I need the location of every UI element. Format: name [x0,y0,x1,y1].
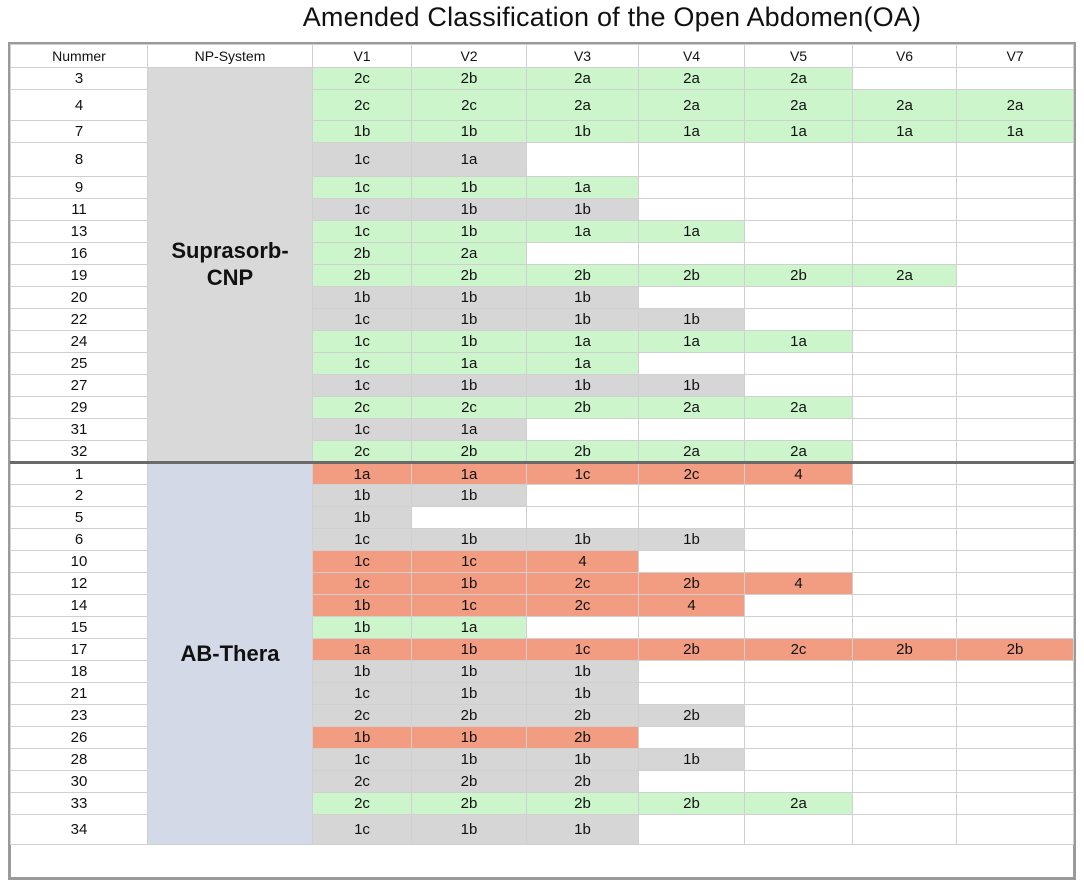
cell-v5: 2a [745,397,853,419]
cell-v2: 1b [412,749,527,771]
cell-v4: 1a [639,331,745,353]
cell-v7 [957,793,1074,815]
cell-v5 [745,199,853,221]
row-number: 26 [11,727,148,749]
cell-v1: 1b [313,727,412,749]
cell-v1: 1c [313,221,412,243]
cell-v7 [957,507,1074,529]
header-v7: V7 [957,45,1074,68]
cell-v4: 4 [639,595,745,617]
cell-v7 [957,727,1074,749]
cell-v6 [853,617,957,639]
cell-v2: 1b [412,375,527,397]
cell-v3 [527,485,639,507]
table-row [11,463,1074,485]
cell-v6 [853,551,957,573]
cell-v7 [957,397,1074,419]
cell-v7 [957,375,1074,397]
cell-v3: 1b [527,661,639,683]
cell-v1: 2b [313,265,412,287]
cell-v3: 1b [527,375,639,397]
row-number: 29 [11,397,148,419]
cell-v7 [957,309,1074,331]
header-v4: V4 [639,45,745,68]
cell-v7 [957,749,1074,771]
cell-v5 [745,727,853,749]
cell-v4: 2c [639,463,745,485]
cell-v7 [957,595,1074,617]
cell-v2: 1a [412,463,527,485]
cell-v3: 1b [527,749,639,771]
cell-v1: 2b [313,243,412,265]
cell-v3: 1c [527,463,639,485]
cell-v7 [957,661,1074,683]
cell-v4: 2b [639,705,745,727]
cell-v4: 2b [639,793,745,815]
cell-v5 [745,661,853,683]
cell-v1: 1c [313,419,412,441]
cell-v6 [853,815,957,845]
cell-v3: 1a [527,353,639,375]
cell-v3: 1b [527,287,639,309]
cell-v7 [957,683,1074,705]
cell-v7 [957,815,1074,845]
cell-v3: 2b [527,771,639,793]
cell-v4 [639,617,745,639]
cell-v4 [639,143,745,177]
cell-v2: 1b [412,661,527,683]
cell-v2: 2a [412,243,527,265]
cell-v3: 1b [527,529,639,551]
cell-v2: 1b [412,287,527,309]
cell-v6 [853,143,957,177]
row-number: 1 [11,463,148,485]
header-v5: V5 [745,45,853,68]
cell-v4 [639,243,745,265]
cell-v1: 1c [313,749,412,771]
cell-v6 [853,485,957,507]
header-v1: V1 [313,45,412,68]
cell-v6 [853,683,957,705]
cell-v5 [745,309,853,331]
cell-v4: 1a [639,221,745,243]
cell-v3: 2c [527,573,639,595]
row-number: 21 [11,683,148,705]
cell-v4: 2b [639,639,745,661]
row-number: 17 [11,639,148,661]
cell-v1: 1b [313,287,412,309]
cell-v2: 1c [412,551,527,573]
cell-v2: 1a [412,353,527,375]
cell-v4: 2a [639,90,745,121]
cell-v3: 1b [527,815,639,845]
cell-v2: 1b [412,485,527,507]
cell-v1: 1c [313,529,412,551]
cell-v7 [957,199,1074,221]
cell-v5 [745,815,853,845]
row-number: 6 [11,529,148,551]
cell-v3: 1a [527,331,639,353]
cell-v4 [639,551,745,573]
cell-v4: 1b [639,375,745,397]
cell-v6 [853,727,957,749]
cell-v6 [853,661,957,683]
cell-v7 [957,177,1074,199]
cell-v1: 1c [313,143,412,177]
cell-v4 [639,485,745,507]
row-number: 32 [11,441,148,463]
cell-v1: 2c [313,771,412,793]
cell-v4 [639,287,745,309]
cell-v3: 1a [527,177,639,199]
table-row [11,68,1074,90]
cell-v4 [639,507,745,529]
row-number: 7 [11,121,148,143]
cell-v4 [639,199,745,221]
row-number: 18 [11,661,148,683]
cell-v1: 1b [313,485,412,507]
cell-v5 [745,353,853,375]
cell-v2: 1b [412,221,527,243]
cell-v6: 2a [853,90,957,121]
cell-v4: 2a [639,68,745,90]
cell-v6 [853,441,957,463]
cell-v7 [957,529,1074,551]
cell-v6 [853,243,957,265]
cell-v2: 1b [412,199,527,221]
cell-v5: 2a [745,441,853,463]
row-number: 22 [11,309,148,331]
cell-v4: 2b [639,265,745,287]
cell-v3: 1b [527,121,639,143]
header-np-system: NP-System [148,45,313,68]
cell-v6 [853,221,957,243]
cell-v1: 2c [313,793,412,815]
cell-v5: 2c [745,639,853,661]
cell-v7 [957,573,1074,595]
cell-v2: 2b [412,441,527,463]
cell-v2: 1b [412,177,527,199]
group-label-ab-thera: AB-Thera [148,463,313,845]
cell-v1: 1a [313,463,412,485]
cell-v3 [527,143,639,177]
cell-v3: 2b [527,265,639,287]
cell-v1: 1a [313,639,412,661]
cell-v7 [957,617,1074,639]
cell-v5: 4 [745,463,853,485]
cell-v6 [853,705,957,727]
cell-v5: 2a [745,793,853,815]
cell-v3: 2b [527,705,639,727]
row-number: 13 [11,221,148,243]
cell-v4: 2a [639,441,745,463]
cell-v6 [853,177,957,199]
cell-v4 [639,727,745,749]
cell-v2: 1a [412,617,527,639]
row-number: 33 [11,793,148,815]
cell-v6 [853,595,957,617]
cell-v6 [853,331,957,353]
row-number: 25 [11,353,148,375]
row-number: 12 [11,573,148,595]
cell-v6 [853,68,957,90]
cell-v3: 2b [527,441,639,463]
cell-v3: 2a [527,90,639,121]
cell-v1: 1b [313,121,412,143]
group-label-suprasorb: Suprasorb- CNP [148,68,313,463]
cell-v5: 1a [745,121,853,143]
cell-v4 [639,177,745,199]
row-number: 9 [11,177,148,199]
cell-v4 [639,771,745,793]
row-number: 30 [11,771,148,793]
cell-v2: 1b [412,573,527,595]
row-number: 20 [11,287,148,309]
cell-v3 [527,507,639,529]
cell-v7 [957,287,1074,309]
cell-v2: 2b [412,265,527,287]
row-number: 28 [11,749,148,771]
cell-v3: 2b [527,397,639,419]
cell-v2: 1b [412,815,527,845]
header-v2: V2 [412,45,527,68]
cell-v1: 1b [313,595,412,617]
cell-v7: 1a [957,121,1074,143]
cell-v4 [639,815,745,845]
row-number: 31 [11,419,148,441]
header-v6: V6 [853,45,957,68]
row-number: 19 [11,265,148,287]
cell-v3 [527,617,639,639]
cell-v2: 1b [412,683,527,705]
cell-v3: 1c [527,639,639,661]
cell-v4: 2a [639,397,745,419]
row-number: 16 [11,243,148,265]
cell-v7 [957,419,1074,441]
cell-v1: 1c [313,815,412,845]
cell-v1: 1b [313,617,412,639]
cell-v7 [957,68,1074,90]
classification-table [10,44,1074,845]
cell-v5 [745,177,853,199]
cell-v2: 1b [412,727,527,749]
cell-v6 [853,507,957,529]
cell-v5 [745,595,853,617]
cell-v2: 1c [412,595,527,617]
row-number: 24 [11,331,148,353]
cell-v5 [745,375,853,397]
cell-v3: 2a [527,68,639,90]
cell-v7 [957,221,1074,243]
cell-v1: 1c [313,331,412,353]
cell-v2: 1b [412,121,527,143]
cell-v6 [853,397,957,419]
cell-v6 [853,463,957,485]
cell-v2 [412,507,527,529]
row-number: 8 [11,143,148,177]
cell-v6 [853,771,957,793]
row-number: 34 [11,815,148,845]
row-number: 23 [11,705,148,727]
cell-v7 [957,331,1074,353]
cell-v4: 1a [639,121,745,143]
cell-v5 [745,143,853,177]
cell-v7: 2b [957,639,1074,661]
cell-v2: 1a [412,143,527,177]
cell-v5 [745,243,853,265]
cell-v1: 2c [313,397,412,419]
cell-v4 [639,419,745,441]
cell-v4 [639,353,745,375]
cell-v6: 1a [853,121,957,143]
cell-v3: 2c [527,595,639,617]
cell-v2: 2b [412,705,527,727]
cell-v6 [853,353,957,375]
cell-v6 [853,375,957,397]
cell-v1: 1b [313,661,412,683]
cell-v3 [527,419,639,441]
cell-v4 [639,683,745,705]
cell-v6 [853,199,957,221]
row-number: 3 [11,68,148,90]
header-row [11,45,1074,68]
cell-v2: 2b [412,771,527,793]
cell-v4: 1b [639,309,745,331]
cell-v1: 2c [313,90,412,121]
row-number: 27 [11,375,148,397]
cell-v1: 2c [313,441,412,463]
cell-v3: 1b [527,683,639,705]
row-number: 15 [11,617,148,639]
cell-v7 [957,143,1074,177]
cell-v6 [853,309,957,331]
header-nummer: Nummer [11,45,148,68]
row-number: 11 [11,199,148,221]
cell-v5 [745,617,853,639]
cell-v4 [639,661,745,683]
cell-v2: 1a [412,419,527,441]
cell-v7 [957,441,1074,463]
cell-v5 [745,771,853,793]
cell-v1: 1c [313,199,412,221]
cell-v3: 1b [527,199,639,221]
cell-v2: 2b [412,793,527,815]
cell-v7 [957,485,1074,507]
cell-v3 [527,243,639,265]
cell-v4: 1b [639,529,745,551]
cell-v5 [745,551,853,573]
cell-v3: 1b [527,309,639,331]
cell-v1: 1c [313,353,412,375]
cell-v4: 1b [639,749,745,771]
cell-v2: 2c [412,90,527,121]
cell-v3: 2b [527,793,639,815]
cell-v5 [745,221,853,243]
cell-v5: 1a [745,331,853,353]
cell-v5 [745,749,853,771]
row-number: 4 [11,90,148,121]
row-number: 14 [11,595,148,617]
cell-v5: 4 [745,573,853,595]
cell-v2: 1b [412,529,527,551]
cell-v7 [957,705,1074,727]
cell-v2: 1b [412,639,527,661]
cell-v2: 2b [412,68,527,90]
cell-v7 [957,265,1074,287]
cell-v1: 1c [313,375,412,397]
cell-v2: 1b [412,309,527,331]
cell-v5 [745,419,853,441]
cell-v1: 1b [313,507,412,529]
cell-v1: 1c [313,309,412,331]
cell-v3: 2b [527,727,639,749]
cell-v6 [853,749,957,771]
cell-v6 [853,419,957,441]
cell-v7: 2a [957,90,1074,121]
cell-v5 [745,529,853,551]
cell-v5 [745,705,853,727]
cell-v3: 4 [527,551,639,573]
row-number: 5 [11,507,148,529]
cell-v7 [957,771,1074,793]
cell-v1: 2c [313,68,412,90]
cell-v7 [957,463,1074,485]
cell-v3: 1a [527,221,639,243]
cell-v1: 1c [313,177,412,199]
cell-v1: 1c [313,573,412,595]
cell-v6 [853,573,957,595]
header-v3: V3 [527,45,639,68]
cell-v5: 2a [745,90,853,121]
cell-v7 [957,551,1074,573]
cell-v2: 2c [412,397,527,419]
cell-v1: 1c [313,551,412,573]
cell-v1: 1c [313,683,412,705]
row-number: 10 [11,551,148,573]
cell-v5 [745,683,853,705]
row-number: 2 [11,485,148,507]
cell-v5: 2a [745,68,853,90]
cell-v7 [957,353,1074,375]
cell-v6 [853,287,957,309]
cell-v6 [853,529,957,551]
cell-v2: 1b [412,331,527,353]
cell-v7 [957,243,1074,265]
cell-v6: 2b [853,639,957,661]
cell-v1: 2c [313,705,412,727]
cell-v5 [745,287,853,309]
cell-v5 [745,507,853,529]
cell-v6: 2a [853,265,957,287]
cell-v4: 2b [639,573,745,595]
cell-v5 [745,485,853,507]
cell-v5: 2b [745,265,853,287]
cell-v6 [853,793,957,815]
page-title: Amended Classification of the Open Abdomen(OA) [302,2,922,32]
